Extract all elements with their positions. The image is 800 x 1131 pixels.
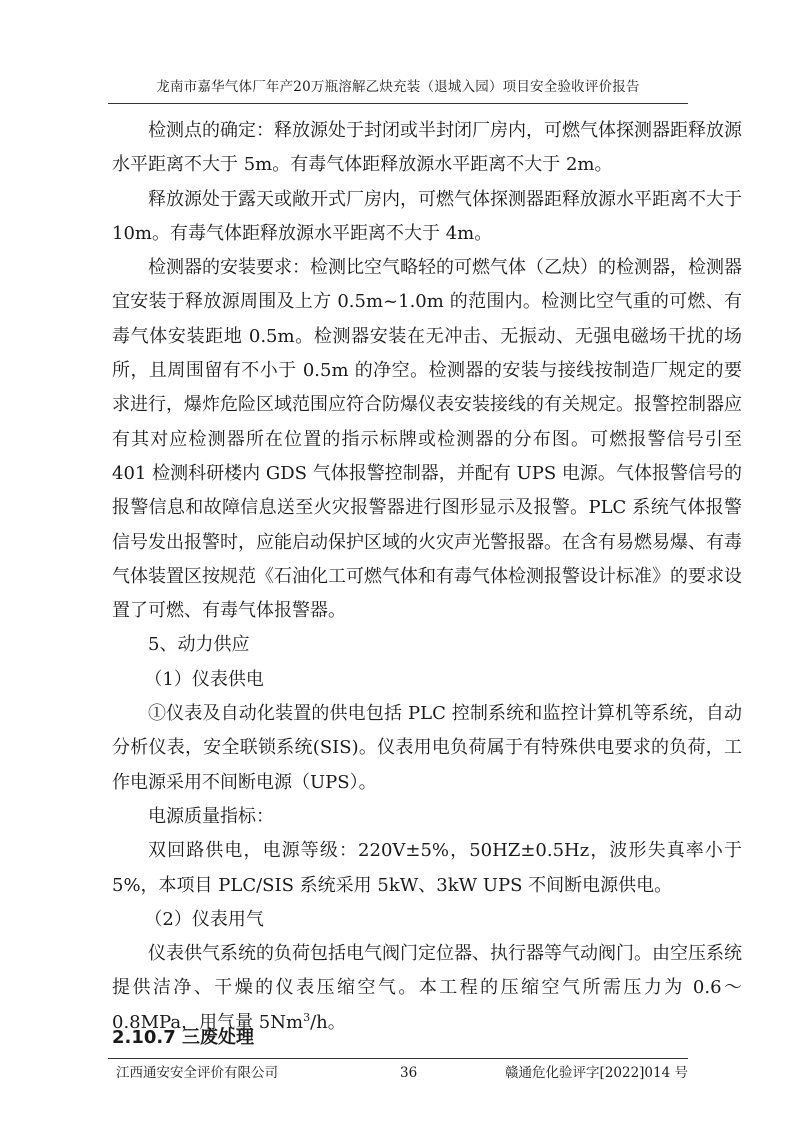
paragraph-instrument-power: ①仪表及自动化装置的供电包括 PLC 控制系统和监控计算机等系统，自动分析仪表，安全联锁系统(SIS)。仪表用电负荷属于有特殊供电要求的负荷，工作电源采用不间断电源（UPS）。 [112, 703, 742, 793]
body-text [112, 114, 742, 1040]
superscript-three: 3 [303, 1010, 311, 1024]
page-header: 龙南市嘉华气体厂年产20万瓶溶解乙炔充装（退城入园）项目安全验收评价报告 [156, 79, 640, 95]
paragraph-power-quality: 双回路供电，电源等级：220V±5%，50HZ±0.5Hz，波形失真率小于 5%，本项目 PLC/SIS 系统采用 5kW、3kW UPS 不间断电源供电。 [112, 840, 742, 896]
footer-divider [108, 1058, 688, 1059]
section-heading: 2.10.7 三废处理 [112, 1027, 255, 1048]
instrument-air-text: 仪表供气系统的负荷包括电气阀门定位器、执行器等气动阀门。由空压系统提供洁净、干燥的仪表压缩空气。本工程的压缩空气所需压力为 0.6～0.8MPa，用气量 5Nm [112, 943, 742, 1033]
paragraph-instrument-air-heading: （2）仪表用气 [144, 908, 264, 930]
header-divider [108, 103, 688, 104]
paragraph-detection-point: 检测点的确定：释放源处于封闭或半封闭厂房内，可燃气体探测器距释放源水平距离不大于 5m。有毒气体距释放源水平距离不大于 2m。 [112, 120, 742, 176]
paragraph-detector-installation: 检测器的安装要求：检测比空气略轻的可燃气体（乙炔）的检测器，检测器宜安装于释放源周围及上方 0.5m~1.0m 的范围内。检测比空气重的可燃、有毒气体安装距地 0.5m。检测器安装在无冲击、无振动、无强电磁场干扰的场所，且周围留有不小于 0.5m 的净空。检测器的安装与接线按制造厂规定的要求进行，爆炸危险区域范围应符合防爆仪表安装接线的有关规定。报警控制器应有其对应检测器所在位置的指示标牌或检测器的分布图。可燃报警信号引至 401 检测科研楼内 GDS 气体报警控制器，并配有 UPS 电源。气体报警信号的报警信息和故障信息送至火灾报警器进行图形显示及报警。PLC 系统气体报警信号发出报警时，应能启动保护区域的火灾声光警报器。在含有易燃易爆、有毒气体装置区按规范《石油化工可燃气体和有毒气体检测报警设计标准》的要求设置了可燃、有毒气体报警器。 [112, 257, 742, 622]
paragraph-instrument-power-heading: （1）仪表供电 [144, 668, 264, 690]
paragraph-open-release: 释放源处于露天或敞开式厂房内，可燃气体探测器距释放源水平距离不大于 10m。有毒气体距释放源水平距离不大于 4m。 [112, 188, 742, 244]
footer-doc-number: 赣通危化验评字[2022]014 号 [505, 1065, 688, 1081]
page-number: 36 [400, 1065, 418, 1081]
paragraph-power-quality-heading: 电源质量指标： [148, 805, 274, 827]
footer-company: 江西通安安全评价有限公司 [116, 1065, 278, 1081]
paragraph-power-supply-heading: 5、动力供应 [148, 634, 250, 656]
instrument-air-unit: /h。 [310, 1011, 346, 1033]
